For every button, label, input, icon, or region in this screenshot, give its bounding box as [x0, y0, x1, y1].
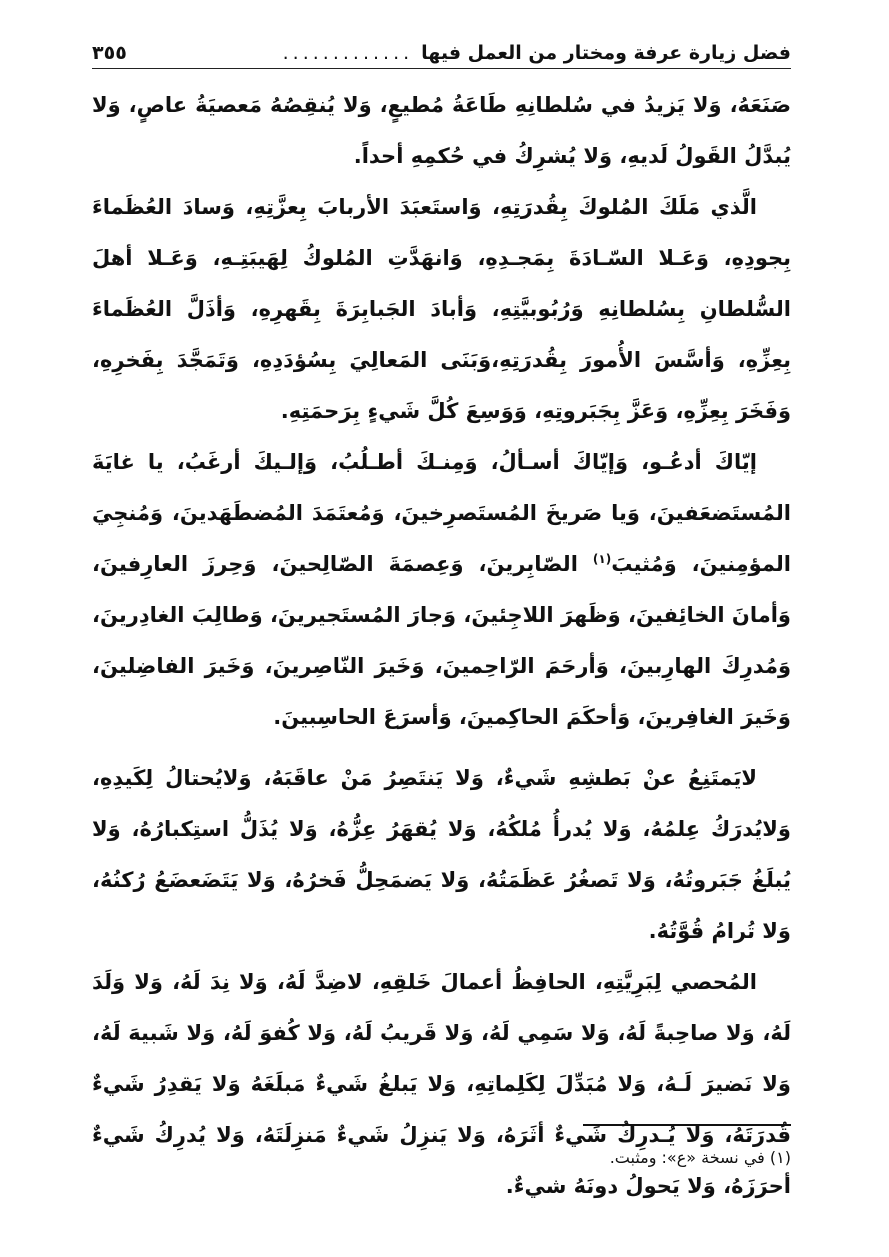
header-leader-dots: ............. [282, 42, 414, 64]
paragraph-3-part-a: إيّاكَ أدعُـو، وَإيّاكَ أسـألُ، وَمِنـكَ أطـلُبُ، وَإلـيكَ أرغَبُ، يا غايَةَ المُستَضعَفينَ، وَيا صَريخَ المُستَصرِخينَ، وَمُعتَمَدَ المُضطَهَدينَ، وَمُنجِيَ المؤمِنينَ، وَمُثيبَ [92, 450, 792, 576]
footnote-reference: (١) [592, 552, 612, 566]
paragraph-3 [92, 437, 791, 743]
paragraph-1: صَنَعَهُ، وَلا يَزيدُ في سُلطانِهِ طَاعَةُ مُطيعٍ، وَلا يُنقِصُهُ مَعصيَةُ عاصٍ، وَلا يُبدَّلُ القَولُ لَديهِ، وَلا يُشرِكُ في حُكمِهِ أحداً. [92, 93, 791, 168]
paragraph-5: المُحصي لِبَرِيَّتِهِ، الحافِظُ أعمالَ خَلقِهِ، لاضِدَّ لَهُ، وَلا نِدَ لَهُ، وَلا وَلَدَ لَهُ، وَلا صاحِبةً لَهُ، وَلا سَمِي لَهُ، وَلا قَريبُ لَهُ، وَلا كُفوَ لَهُ، وَلا شَبيهَ لَهُ، وَلا نَضيرَ لَـهُ، وَلا مُبَدِّلَ لِكَلِماتِهِ، وَلا يَبلغُ شَيءٌ مَبلَغَهُ وَلا يَقدِرُ شَيءٌ قُدرَتَهُ، وَلا يُـدرِكُ شَيءٌ أثَرَهُ، وَلا يَنزِلُ شَيءٌ مَنزِلَتَهُ، وَلا يُدرِكُ شَيءٌ أحرَزَهُ، وَلا يَحولُ دونَهُ شيءٌ. [92, 970, 791, 1198]
footnote: (١) في نسخة «ع»: ومثبت. [609, 1148, 791, 1167]
main-text [92, 80, 791, 1212]
paragraph-2: الَّذي مَلَكَ المُلوكَ بِقُدرَتِهِ، وَاستَعبَدَ الأربابَ بِعزَّتِهِ، وَسادَ العُظَماءَ بِجودِهِ، وَعَـلا السّـادَةَ بِمَجـدِهِ، وَانهَدَّتِ المُلوكُ لِهَيبَتِـهِ، وَعَـلا أهلَ السُّلطانِ بِسُلطانِهِ وَرُبُوبيَّتِهِ، وَأبادَ الجَبابِرَةَ بِقَهرِهِ، وَأذَلَّ العُظَماءَ بِعِزِّهِ، وَأسَّسَ الأُمورَ بِقُدرَتِهِ،وَبَنَى المَعالِيَ بِسُؤدَدِهِ، وَتَمَجَّدَ بِفَخرِهِ، وَفَخَرَ بِعِزِّهِ، وَعَزَّ بِجَبَروتِهِ، وَوَسِعَ كُلَّ شَيءٍ بِرَحمَتِهِ. [92, 195, 791, 423]
chapter-title: فضل زيارة عرفة ومختار من العمل فيها [421, 42, 791, 64]
paragraph-4: لايَمتَنِعُ عنْ بَطشِهِ شَيءٌ، وَلا يَنتَصِرُ مَنْ عاقَبَهُ، وَلايُحتالُ لِكَيدِهِ، وَلايُدرَكُ عِلمُهُ، وَلا يُدرأُ مُلكُهُ، وَلا يُقهَرُ عِزُّهُ، وَلا يُذَلُّ استِكبارُهُ، وَلا يُبلَغُ جَبَروتُهُ، وَلا تَصغُرُ عَظَمَتُهُ، وَلا يَضمَحِلُّ فَخرُهُ، وَلا يَتَضَعضَعُ رُكنُهُ، وَلا تُرامُ قُوَّتُهُ. [92, 766, 791, 943]
footnote-separator [583, 1124, 791, 1126]
running-header [92, 28, 791, 69]
paragraph-3-part-b: الصّابِرينَ، وَعِصمَةَ الصّالِحينَ، وَحِرزَ العارِفينَ، وَأمانَ الخائِفينَ، وَظَهرَ اللاجِئينَ، وَجارَ المُستَجيرينَ، وَطالِبَ الغادِرينَ، وَمُدرِكَ الهارِبينَ، وَأرحَمَ الرّاحِمينَ، وَخَيرَ النّاصِرينَ، وَخَيرَ الفاضِلينَ، وَخَيرَ الغافِرينَ، وَأحكَمَ الحاكِمينَ، وَأسرَعَ الحاسِبينَ. [92, 552, 791, 729]
page-number: ٣٥٥ [92, 42, 127, 64]
